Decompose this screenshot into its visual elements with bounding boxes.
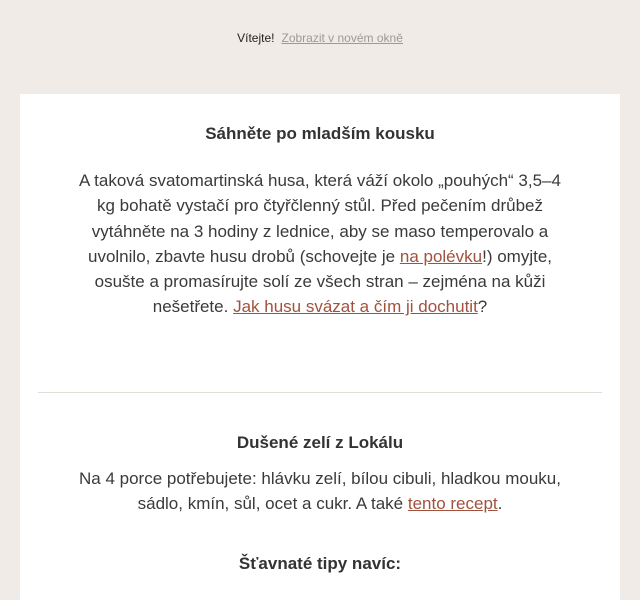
section-paragraph [72,168,568,320]
email-content-card [20,94,620,600]
section-title: Dušené zelí z Lokálu [236,432,404,452]
greeting-text: Vítejte! [237,31,275,45]
paragraph-text: !) omyjte, osušte a promasírujte solí ze všech stran – zejména na kůži nešetřete. [94,246,552,317]
recipe-link[interactable]: tento recept [407,494,498,514]
section-tips [20,554,620,574]
soup-link[interactable]: na polévku [399,246,483,266]
paragraph-text: . [497,494,503,514]
paragraph-text: Na 4 porce potřebujete: hlávku zelí, bílou cibuli, hladkou mouku, sádlo, kmín, sůl, ocet a cukr. A také [79,468,561,514]
section-cabbage [20,433,620,517]
paragraph-text: A taková svatomartinská husa, která váží okolo „pouhých“ 3,5–4 kg bohatě vystačí pro čtyřčlenný stůl. Před pečením drůbež vytáhněte na 3 hodiny z lednice, aby se maso temperovalo a uvolnilo, zbavte husu drobů (schovejte je [79,171,561,266]
paragraph-text: ? [477,297,488,317]
section-goose [20,124,620,320]
section-title: Sáhněte po mladším kousku [205,124,435,143]
section-paragraph [72,466,568,517]
tie-goose-link[interactable]: Jak husu svázat a čím ji dochutit [233,297,478,317]
section-title: Šťavnaté tipy navíc: [238,554,402,574]
view-in-browser-link[interactable]: Zobrazit v novém okně [281,31,403,45]
header-bar [0,0,640,76]
section-divider [38,392,602,393]
